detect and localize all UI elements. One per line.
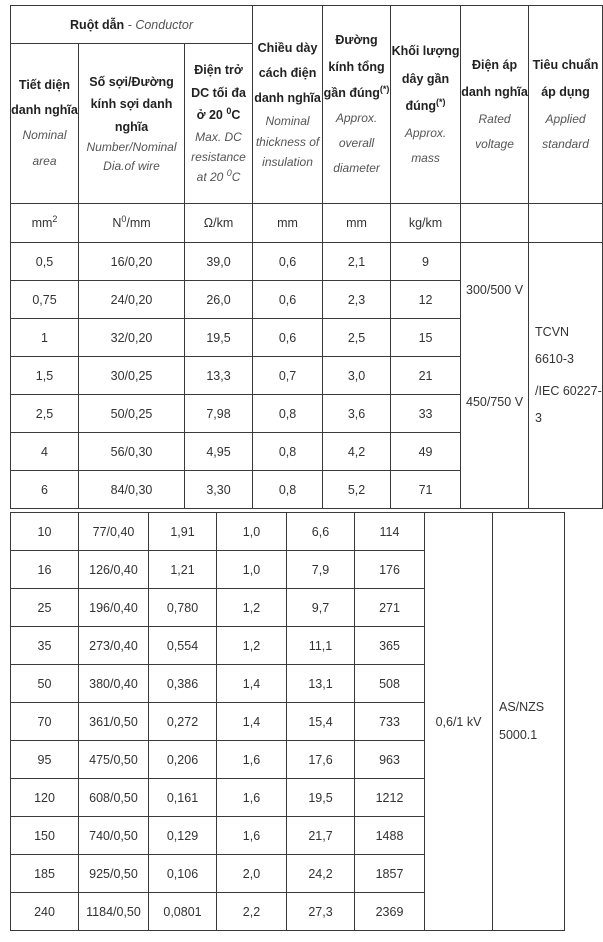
cell-wire: 608/0,50 (79, 779, 149, 817)
cell-mass: 1212 (355, 779, 425, 817)
area-header: Tiết diện danh nghĩa Nominal area (11, 44, 79, 204)
cell-diameter: 2,1 (323, 243, 391, 281)
cell-insulation: 1,4 (217, 665, 287, 703)
standard-header: Tiêu chuẩn áp dụng Applied standard (529, 6, 603, 204)
cell-insulation: 0,8 (253, 471, 323, 509)
cell-resistance: 0,206 (149, 741, 217, 779)
voltage-450-750: 450/750 V (466, 394, 524, 409)
cell-area: 2,5 (11, 395, 79, 433)
cell-resistance: 1,21 (149, 551, 217, 589)
cell-area: 240 (11, 893, 79, 931)
cell-mass: 15 (391, 319, 461, 357)
cell-diameter: 15,4 (287, 703, 355, 741)
cell-area: 1 (11, 319, 79, 357)
cell-area: 95 (11, 741, 79, 779)
cell-insulation: 0,6 (253, 243, 323, 281)
standard-cell-power: AS/NZS 5000.1 (493, 513, 565, 931)
cell-wire: 56/0,30 (79, 433, 185, 471)
cell-diameter: 19,5 (287, 779, 355, 817)
cell-resistance: 19,5 (185, 319, 253, 357)
cell-diameter: 24,2 (287, 855, 355, 893)
cell-mass: 508 (355, 665, 425, 703)
cell-resistance: 4,95 (185, 433, 253, 471)
cell-diameter: 11,1 (287, 627, 355, 665)
cell-mass: 176 (355, 551, 425, 589)
voltage-header: Điện áp danh nghĩa Rated voltage (461, 6, 529, 204)
cell-area: 10 (11, 513, 79, 551)
cell-insulation: 0,7 (253, 357, 323, 395)
cell-wire: 196/0,40 (79, 589, 149, 627)
cell-area: 50 (11, 665, 79, 703)
unit-area: $mm^2$ (11, 204, 79, 243)
cell-diameter: 21,7 (287, 817, 355, 855)
cell-resistance: 1,91 (149, 513, 217, 551)
cell-insulation: 1,6 (217, 817, 287, 855)
cell-insulation: 1,2 (217, 627, 287, 665)
cell-mass: 733 (355, 703, 425, 741)
cell-wire: 126/0,40 (79, 551, 149, 589)
mass-header: Khối lượng dây gần đúng(*) Approx. mass (391, 6, 461, 204)
cell-mass: 9 (391, 243, 461, 281)
standard-iec: /IEC 60227-3 (535, 383, 602, 425)
conductor-group-header: Ruột dẫn - Conductor (11, 6, 253, 44)
standard-tcvn: TCVN 6610-3 (535, 324, 574, 366)
cell-diameter: 27,3 (287, 893, 355, 931)
cell-wire: 77/0,40 (79, 513, 149, 551)
cable-spec-table-low-voltage (10, 5, 603, 509)
table-row (11, 513, 565, 551)
cell-wire: 30/0,25 (79, 357, 185, 395)
insulation-header: Chiều dày cách điện danh nghĩa Nominal thickness of insulation (253, 6, 323, 204)
cell-area: 185 (11, 855, 79, 893)
cell-wire: 84/0,30 (79, 471, 185, 509)
cell-area: 6 (11, 471, 79, 509)
cell-wire: 361/0,50 (79, 703, 149, 741)
cell-mass: 963 (355, 741, 425, 779)
cell-mass: 12 (391, 281, 461, 319)
diameter-header: Đường kính tổng gần đúng(*) Approx. overall diameter (323, 6, 391, 204)
cell-insulation: 1,0 (217, 551, 287, 589)
voltage-cell-power: 0,6/1 kV (425, 513, 493, 931)
cell-wire: 32/0,20 (79, 319, 185, 357)
cell-resistance: 0,129 (149, 817, 217, 855)
cell-wire: 1184/0,50 (79, 893, 149, 931)
cell-area: 1,5 (11, 357, 79, 395)
cable-spec-table-power (10, 512, 565, 931)
cell-insulation: 0,8 (253, 433, 323, 471)
cell-diameter: 3,6 (323, 395, 391, 433)
cell-wire: 740/0,50 (79, 817, 149, 855)
cell-wire: 50/0,25 (79, 395, 185, 433)
cell-resistance: 0,554 (149, 627, 217, 665)
cell-area: 120 (11, 779, 79, 817)
unit-mass: kg/km (391, 204, 461, 243)
unit-diameter: mm (323, 204, 391, 243)
cell-mass: 1488 (355, 817, 425, 855)
cell-mass: 33 (391, 395, 461, 433)
cell-wire: 24/0,20 (79, 281, 185, 319)
cell-insulation: 2,2 (217, 893, 287, 931)
cell-resistance: 7,98 (185, 395, 253, 433)
cell-diameter: 17,6 (287, 741, 355, 779)
cell-area: 150 (11, 817, 79, 855)
cell-mass: 71 (391, 471, 461, 509)
units-row (11, 204, 603, 243)
cell-area: 4 (11, 433, 79, 471)
cell-insulation: 2,0 (217, 855, 287, 893)
cell-diameter: 9,7 (287, 589, 355, 627)
cell-diameter: 3,0 (323, 357, 391, 395)
cell-insulation: 1,2 (217, 589, 287, 627)
standard-cell (529, 243, 603, 509)
cell-resistance: 0,161 (149, 779, 217, 817)
cell-mass: 2369 (355, 893, 425, 931)
cell-mass: 21 (391, 357, 461, 395)
wire-header: Số sợi/Đường kính sợi danh nghĩa Number/Nominal Dia.of wire (79, 44, 185, 204)
cell-diameter: 13,1 (287, 665, 355, 703)
cell-resistance: 0,386 (149, 665, 217, 703)
unit-insulation: mm (253, 204, 323, 243)
cell-insulation: 0,8 (253, 395, 323, 433)
table-row (11, 243, 603, 281)
cell-area: 0,75 (11, 281, 79, 319)
cell-area: 16 (11, 551, 79, 589)
cell-resistance: 0,780 (149, 589, 217, 627)
cell-mass: 114 (355, 513, 425, 551)
cell-mass: 271 (355, 589, 425, 627)
unit-wire: $N^0/mm$ (79, 204, 185, 243)
cell-area: 70 (11, 703, 79, 741)
voltage-300-500: 300/500 V (466, 282, 524, 297)
cell-insulation: 1,0 (217, 513, 287, 551)
voltage-cell (461, 243, 529, 509)
cell-mass: 49 (391, 433, 461, 471)
cell-insulation: 1,4 (217, 703, 287, 741)
cell-resistance: 0,0801 (149, 893, 217, 931)
cell-mass: 365 (355, 627, 425, 665)
cell-resistance: 26,0 (185, 281, 253, 319)
cell-resistance: 39,0 (185, 243, 253, 281)
cell-mass: 1857 (355, 855, 425, 893)
cell-diameter: 7,9 (287, 551, 355, 589)
cell-insulation: 0,6 (253, 319, 323, 357)
cell-diameter: 6,6 (287, 513, 355, 551)
cell-diameter: 5,2 (323, 471, 391, 509)
cell-insulation: 1,6 (217, 779, 287, 817)
cell-area: 25 (11, 589, 79, 627)
cell-diameter: 4,2 (323, 433, 391, 471)
cell-resistance: 0,272 (149, 703, 217, 741)
cell-area: 0,5 (11, 243, 79, 281)
cell-wire: 16/0,20 (79, 243, 185, 281)
cell-resistance: 13,3 (185, 357, 253, 395)
cell-wire: 380/0,40 (79, 665, 149, 703)
cell-diameter: 2,3 (323, 281, 391, 319)
unit-resistance: Ω/km (185, 204, 253, 243)
cell-wire: 925/0,50 (79, 855, 149, 893)
resistance-header: Điện trở DC tối đa ở 20 $^0$C Max. DC resistance at 20 $^0$C (185, 44, 253, 204)
cell-wire: 273/0,40 (79, 627, 149, 665)
cell-diameter: 2,5 (323, 319, 391, 357)
cell-resistance: 0,106 (149, 855, 217, 893)
cell-resistance: 3,30 (185, 471, 253, 509)
cell-insulation: 1,6 (217, 741, 287, 779)
cell-area: 35 (11, 627, 79, 665)
cell-insulation: 0,6 (253, 281, 323, 319)
cell-wire: 475/0,50 (79, 741, 149, 779)
